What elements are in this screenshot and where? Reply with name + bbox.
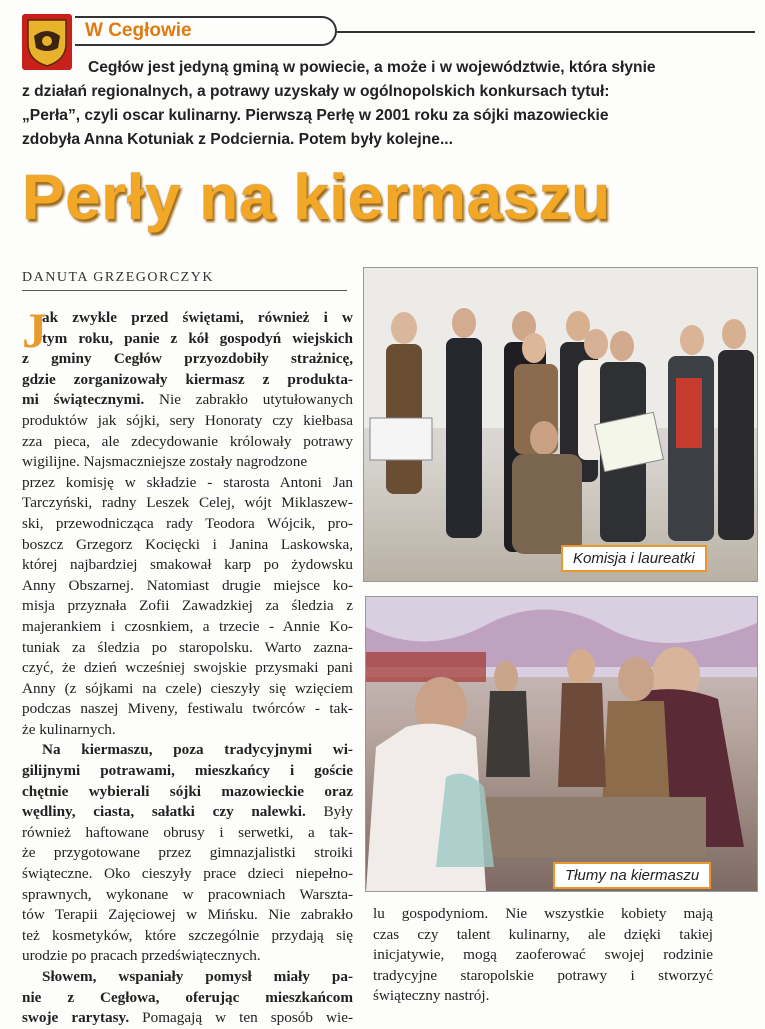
section-header bbox=[75, 16, 337, 46]
article-line bbox=[22, 535, 353, 556]
market-photo-icon bbox=[366, 597, 757, 891]
article-text: misja przyznała Zofii Zawadzkiej za śledzia z bbox=[22, 597, 353, 615]
article-line bbox=[22, 967, 353, 988]
article-text: również haftowane obrusy i serwetki, a tak- bbox=[22, 823, 353, 841]
article-text: ak zwykle przed świętami, również i w bbox=[42, 309, 353, 326]
article-line bbox=[22, 699, 353, 720]
photo-caption: Tłumy na kiermaszu bbox=[553, 862, 711, 889]
photo-jury bbox=[363, 267, 758, 582]
article-line bbox=[22, 390, 353, 411]
headline: Perły na kiermaszu bbox=[22, 161, 611, 233]
article-line bbox=[22, 823, 353, 844]
lead-line: zdobyła Anna Kotuniak z Podciernia. Potem były kolejne... bbox=[22, 131, 453, 148]
section-title: W Cegłowie bbox=[85, 20, 192, 41]
article-text: tów Terapii Zajęciowej w Mińsku. Nie zabrakło bbox=[22, 906, 353, 924]
article-line bbox=[22, 370, 353, 391]
article-text: że kulinarnych. bbox=[22, 720, 116, 738]
article-line bbox=[22, 864, 353, 885]
article-line bbox=[373, 925, 713, 946]
article-line bbox=[22, 905, 353, 926]
article-text: Słowem, wspaniały pomysł miały pa- bbox=[42, 968, 353, 985]
article-line bbox=[22, 493, 353, 514]
article-line bbox=[22, 740, 353, 761]
article-text: wędliny, ciasta, sałatki czy nalewki. bbox=[22, 803, 306, 821]
article-line bbox=[22, 473, 353, 494]
article-text: urodzie po pracach przedświątecznych. bbox=[22, 947, 261, 965]
article-column-2 bbox=[373, 904, 713, 1007]
byline-rule bbox=[22, 290, 347, 291]
group-photo-icon bbox=[364, 268, 757, 581]
photo-market bbox=[365, 596, 758, 892]
drop-cap: J bbox=[22, 302, 47, 358]
article-text: podczas naszej Miveny, festiwalu twórców - tak- bbox=[22, 700, 353, 718]
article-text: Anny Obszarnej. Natomiast drugie miejsce ko- bbox=[22, 576, 353, 594]
article-line bbox=[22, 349, 353, 370]
lead-line: „Perła”, czyli oscar kulinarny. Pierwszą Perłę w 2001 roku za sójki mazowieckie bbox=[22, 107, 609, 124]
article-text: świąteczny nastrój. bbox=[373, 987, 490, 1005]
article-text: Na kiermaszu, poza tradycyjnymi wi- bbox=[42, 741, 353, 759]
article-line bbox=[22, 329, 353, 350]
article-line bbox=[373, 904, 713, 925]
article-line bbox=[22, 885, 353, 906]
article-line bbox=[22, 1008, 353, 1029]
article-text: boszcz Grzegorz Kocięcki i Janina Laskowska, bbox=[22, 535, 353, 553]
article-line bbox=[22, 946, 353, 967]
lead-line: z działań regionalnych, a potrawy uzyskały w ogólnopolskich konkursach tytuł: bbox=[22, 83, 610, 100]
article-text: tradycyjne staropolskie potrawy i stworzyć bbox=[373, 966, 713, 984]
lead-line: Cegłów jest jedyną gminą w powiecie, a może i w województwie, która słynie bbox=[88, 59, 656, 76]
article-line bbox=[373, 945, 713, 966]
article-text: też kosmetyków, które szczególnie przydają się bbox=[22, 926, 353, 944]
article-text: chętnie wybierali sójki mazowieckie oraz bbox=[22, 782, 353, 800]
article-line bbox=[22, 617, 353, 638]
article-line bbox=[373, 986, 713, 1007]
article-text: tym roku, panie z kół gospodyń wiejskich bbox=[42, 329, 353, 347]
article-line bbox=[22, 843, 353, 864]
author-byline: DANUTA GRZEGORCZYK bbox=[22, 270, 214, 285]
article-text: gilijnymi potrawami, mieszkańcy i goście bbox=[22, 762, 353, 780]
article-line bbox=[22, 679, 353, 700]
article-line bbox=[22, 638, 353, 659]
article-text: Anny (z sójkami na czele) cieszyły się wzięciem bbox=[22, 679, 353, 697]
article-text: majerankiem i czosnkiem, a trzecie - Annie Ko- bbox=[22, 617, 353, 635]
header-rule bbox=[337, 31, 755, 33]
article-line bbox=[22, 452, 353, 473]
article-text: nie z Cegłowa, oferując mieszkańcom bbox=[22, 988, 353, 1006]
article-line bbox=[22, 926, 353, 947]
article-line bbox=[22, 596, 353, 617]
article-text: swoje rarytasy. bbox=[22, 1009, 130, 1027]
lead-paragraph bbox=[22, 56, 702, 152]
article-line bbox=[22, 411, 353, 432]
article-text: Nie zabrakło utytułowanych bbox=[144, 391, 353, 409]
article-line bbox=[22, 720, 353, 741]
article-text: tuniak za śledzia po staropolsku. Warto zazna- bbox=[22, 638, 353, 656]
article-line bbox=[22, 658, 353, 679]
article-column-1 bbox=[22, 302, 353, 1029]
article-text: mi świątecznymi. bbox=[22, 391, 145, 409]
article-text: Były bbox=[305, 803, 353, 821]
article-text: inicjatywie, mogą zaoferować swojej rodzinie bbox=[373, 946, 713, 964]
article-text: czyć, że dzień wcześniej swojskie przysmaki pani bbox=[22, 659, 353, 677]
article-line bbox=[373, 966, 713, 987]
article-text: gdzie zorganizowały kiermasz z produkta- bbox=[22, 370, 353, 388]
article-line bbox=[22, 782, 353, 803]
article-line bbox=[22, 761, 353, 782]
article-text: że przygotowane przez gimnazjalistki stroiki bbox=[22, 844, 353, 862]
article-text: Pomagają w ten sposób wie- bbox=[129, 1009, 353, 1027]
article-text: świąteczne. Oko cieszyły prace dzieci niepełno- bbox=[22, 865, 353, 883]
article-text: przez komisję w składzie - starosta Antoni Jan bbox=[22, 473, 353, 491]
article-text: produktów jak sójki, sery Honoraty czy kiełbasa bbox=[22, 411, 353, 429]
article-line bbox=[22, 802, 353, 823]
article-line bbox=[22, 514, 353, 535]
article-text: ski, przewodnicząca rady Teodora Wójcik, pro- bbox=[22, 514, 353, 532]
photo-caption: Komisja i laureatki bbox=[561, 545, 707, 572]
article-text: wigilijne. Najsmaczniejsze zostały nagrodzone bbox=[22, 453, 308, 471]
article-text: której najbardziej smakował karp po żydowsku bbox=[22, 556, 353, 574]
article-text: sprawnych, wykonane w pracowniach Warszta- bbox=[22, 885, 353, 903]
article-text: z gminy Cegłów przyozdobiły strażnicę, bbox=[22, 350, 353, 368]
article-line bbox=[22, 988, 353, 1009]
article-text: zza pieca, ale zdecydowanie królowały potrawy bbox=[22, 432, 353, 450]
article-line bbox=[22, 555, 353, 576]
article-line bbox=[22, 576, 353, 597]
article-text: czas czy talent kulinarny, ale dzięki takiej bbox=[373, 925, 713, 943]
article-text: lu gospodyniom. Nie wszystkie kobiety mają bbox=[373, 905, 713, 922]
article-line bbox=[22, 432, 353, 453]
article-text: Tarczyński, radny Leszek Celej, wójt Miklaszew- bbox=[22, 494, 353, 512]
article-line bbox=[22, 308, 353, 329]
